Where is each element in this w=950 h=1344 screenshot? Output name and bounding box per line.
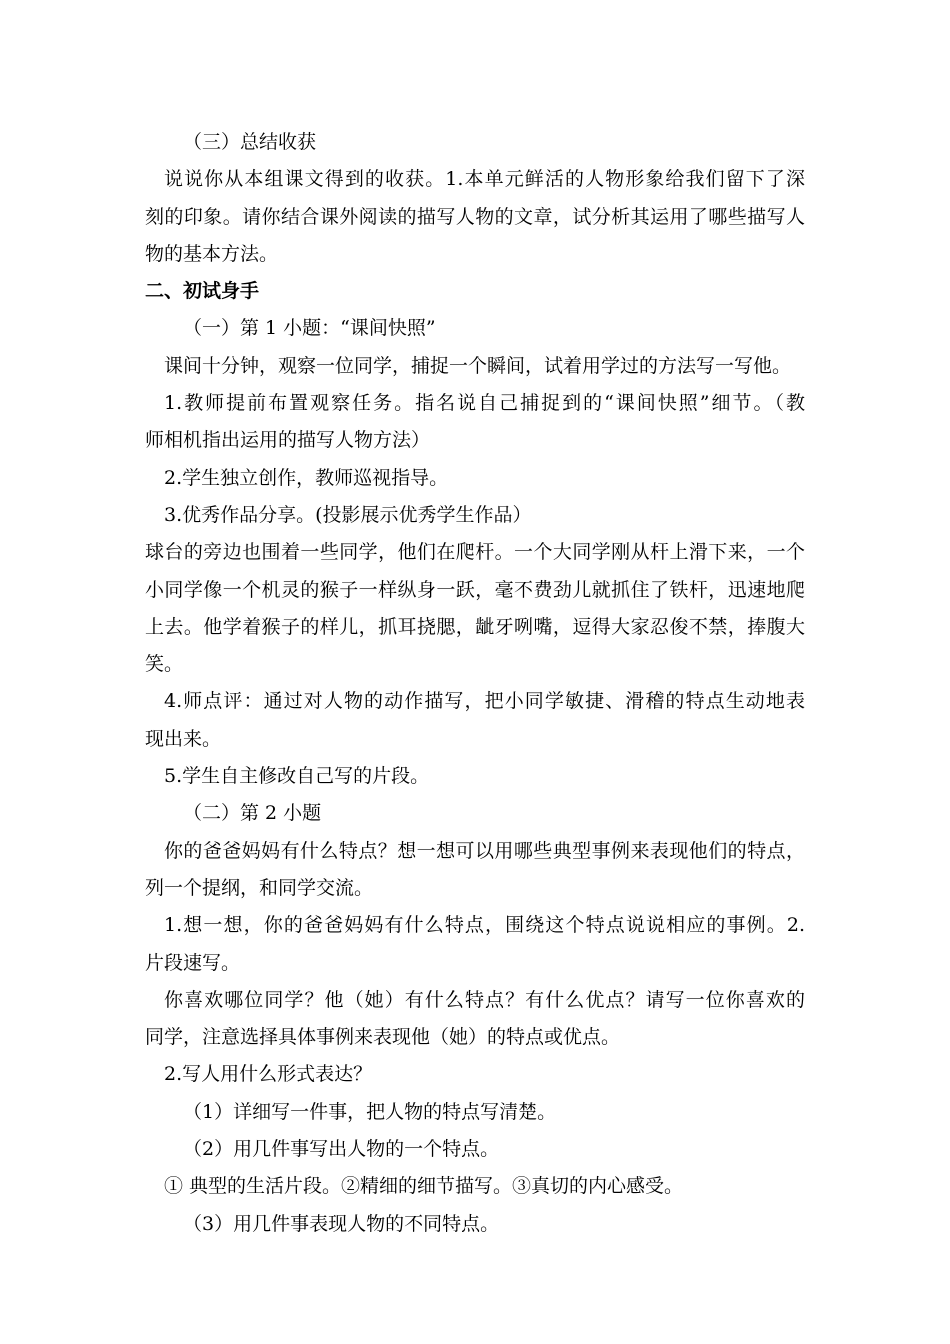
paragraph-line: 1.想一想，你的爸爸妈妈有什么特点，围绕这个特点说说相应的事例。2. bbox=[164, 914, 805, 937]
paragraph-line: 现出来。 bbox=[145, 727, 222, 750]
paragraph-line: 课间十分钟，观察一位同学，捕捉一个瞬间，试着用学过的方法写一写他。 bbox=[164, 354, 792, 377]
sample-text-line: 笑。 bbox=[145, 653, 184, 676]
sample-text-line: 上去。他学着猴子的样儿，抓耳挠腮，龇牙咧嘴，逗得大家忍俊不禁，捧腹大 bbox=[145, 615, 805, 638]
paragraph-line: 片段速写。 bbox=[145, 951, 241, 974]
section-heading-practice: 二、初试身手 bbox=[145, 280, 260, 303]
section-heading-summary: （三）总结收获 bbox=[183, 131, 317, 153]
list-item: （2）用几件事写出人物的一个特点。 bbox=[183, 1138, 500, 1161]
sample-text-line: 小同学像一个机灵的猴子一样纵身一跃，毫不费劲儿就抓住了铁杆，迅速地爬 bbox=[145, 578, 805, 601]
paragraph-line: 物的基本方法。 bbox=[145, 242, 279, 265]
paragraph-line: 同学，注意选择具体事例来表现他（她）的特点或优点。 bbox=[145, 1026, 621, 1049]
paragraph-line: 4.师点评：通过对人物的动作描写，把小同学敏捷、滑稽的特点生动地表 bbox=[164, 690, 805, 713]
paragraph-line: 2.学生独立创作，教师巡视指导。 bbox=[164, 466, 449, 489]
paragraph-line: 刻的印象。请你结合课外阅读的描写人物的文章，试分析其运用了哪些描写人 bbox=[145, 205, 805, 228]
paragraph-line: 3.优秀作品分享。(投影展示优秀学生作品） bbox=[164, 503, 532, 526]
subsection-heading-task-1: （一）第 1 小题：“课间快照” bbox=[183, 317, 436, 340]
document-body bbox=[145, 124, 805, 1243]
list-item: ① 典型的生活片段。②精细的细节描写。③真切的内心感受。 bbox=[164, 1175, 684, 1198]
paragraph-line: 5.学生自主修改自己写的片段。 bbox=[164, 765, 430, 788]
paragraph-line: 师相机指出运用的描写人物方法） bbox=[145, 429, 431, 452]
list-item: （3）用几件事表现人物的不同特点。 bbox=[183, 1212, 500, 1235]
paragraph-line: 列一个提纲，和同学交流。 bbox=[145, 876, 374, 899]
subsection-heading-task-2: （二）第 2 小题 bbox=[183, 802, 322, 825]
list-item: （1）详细写一件事，把人物的特点写清楚。 bbox=[183, 1100, 557, 1123]
paragraph-line: 你喜欢哪位同学？他（她）有什么特点？有什么优点？请写一位你喜欢的 bbox=[164, 988, 805, 1011]
paragraph-line: 1.教师提前布置观察任务。指名说自己捕捉到的“课间快照”细节。（教 bbox=[164, 392, 805, 415]
paragraph-line: 你的爸爸妈妈有什么特点？想一想可以用哪些典型事例来表现他们的特点， bbox=[164, 839, 805, 862]
sample-text-line: 球台的旁边也围着一些同学，他们在爬杆。一个大同学刚从杆上滑下来，一个 bbox=[145, 541, 805, 564]
paragraph-line: 说说你从本组课文得到的收获。1.本单元鲜活的人物形象给我们留下了深 bbox=[164, 168, 805, 191]
paragraph-line: 2.写人用什么形式表达？ bbox=[164, 1063, 373, 1086]
